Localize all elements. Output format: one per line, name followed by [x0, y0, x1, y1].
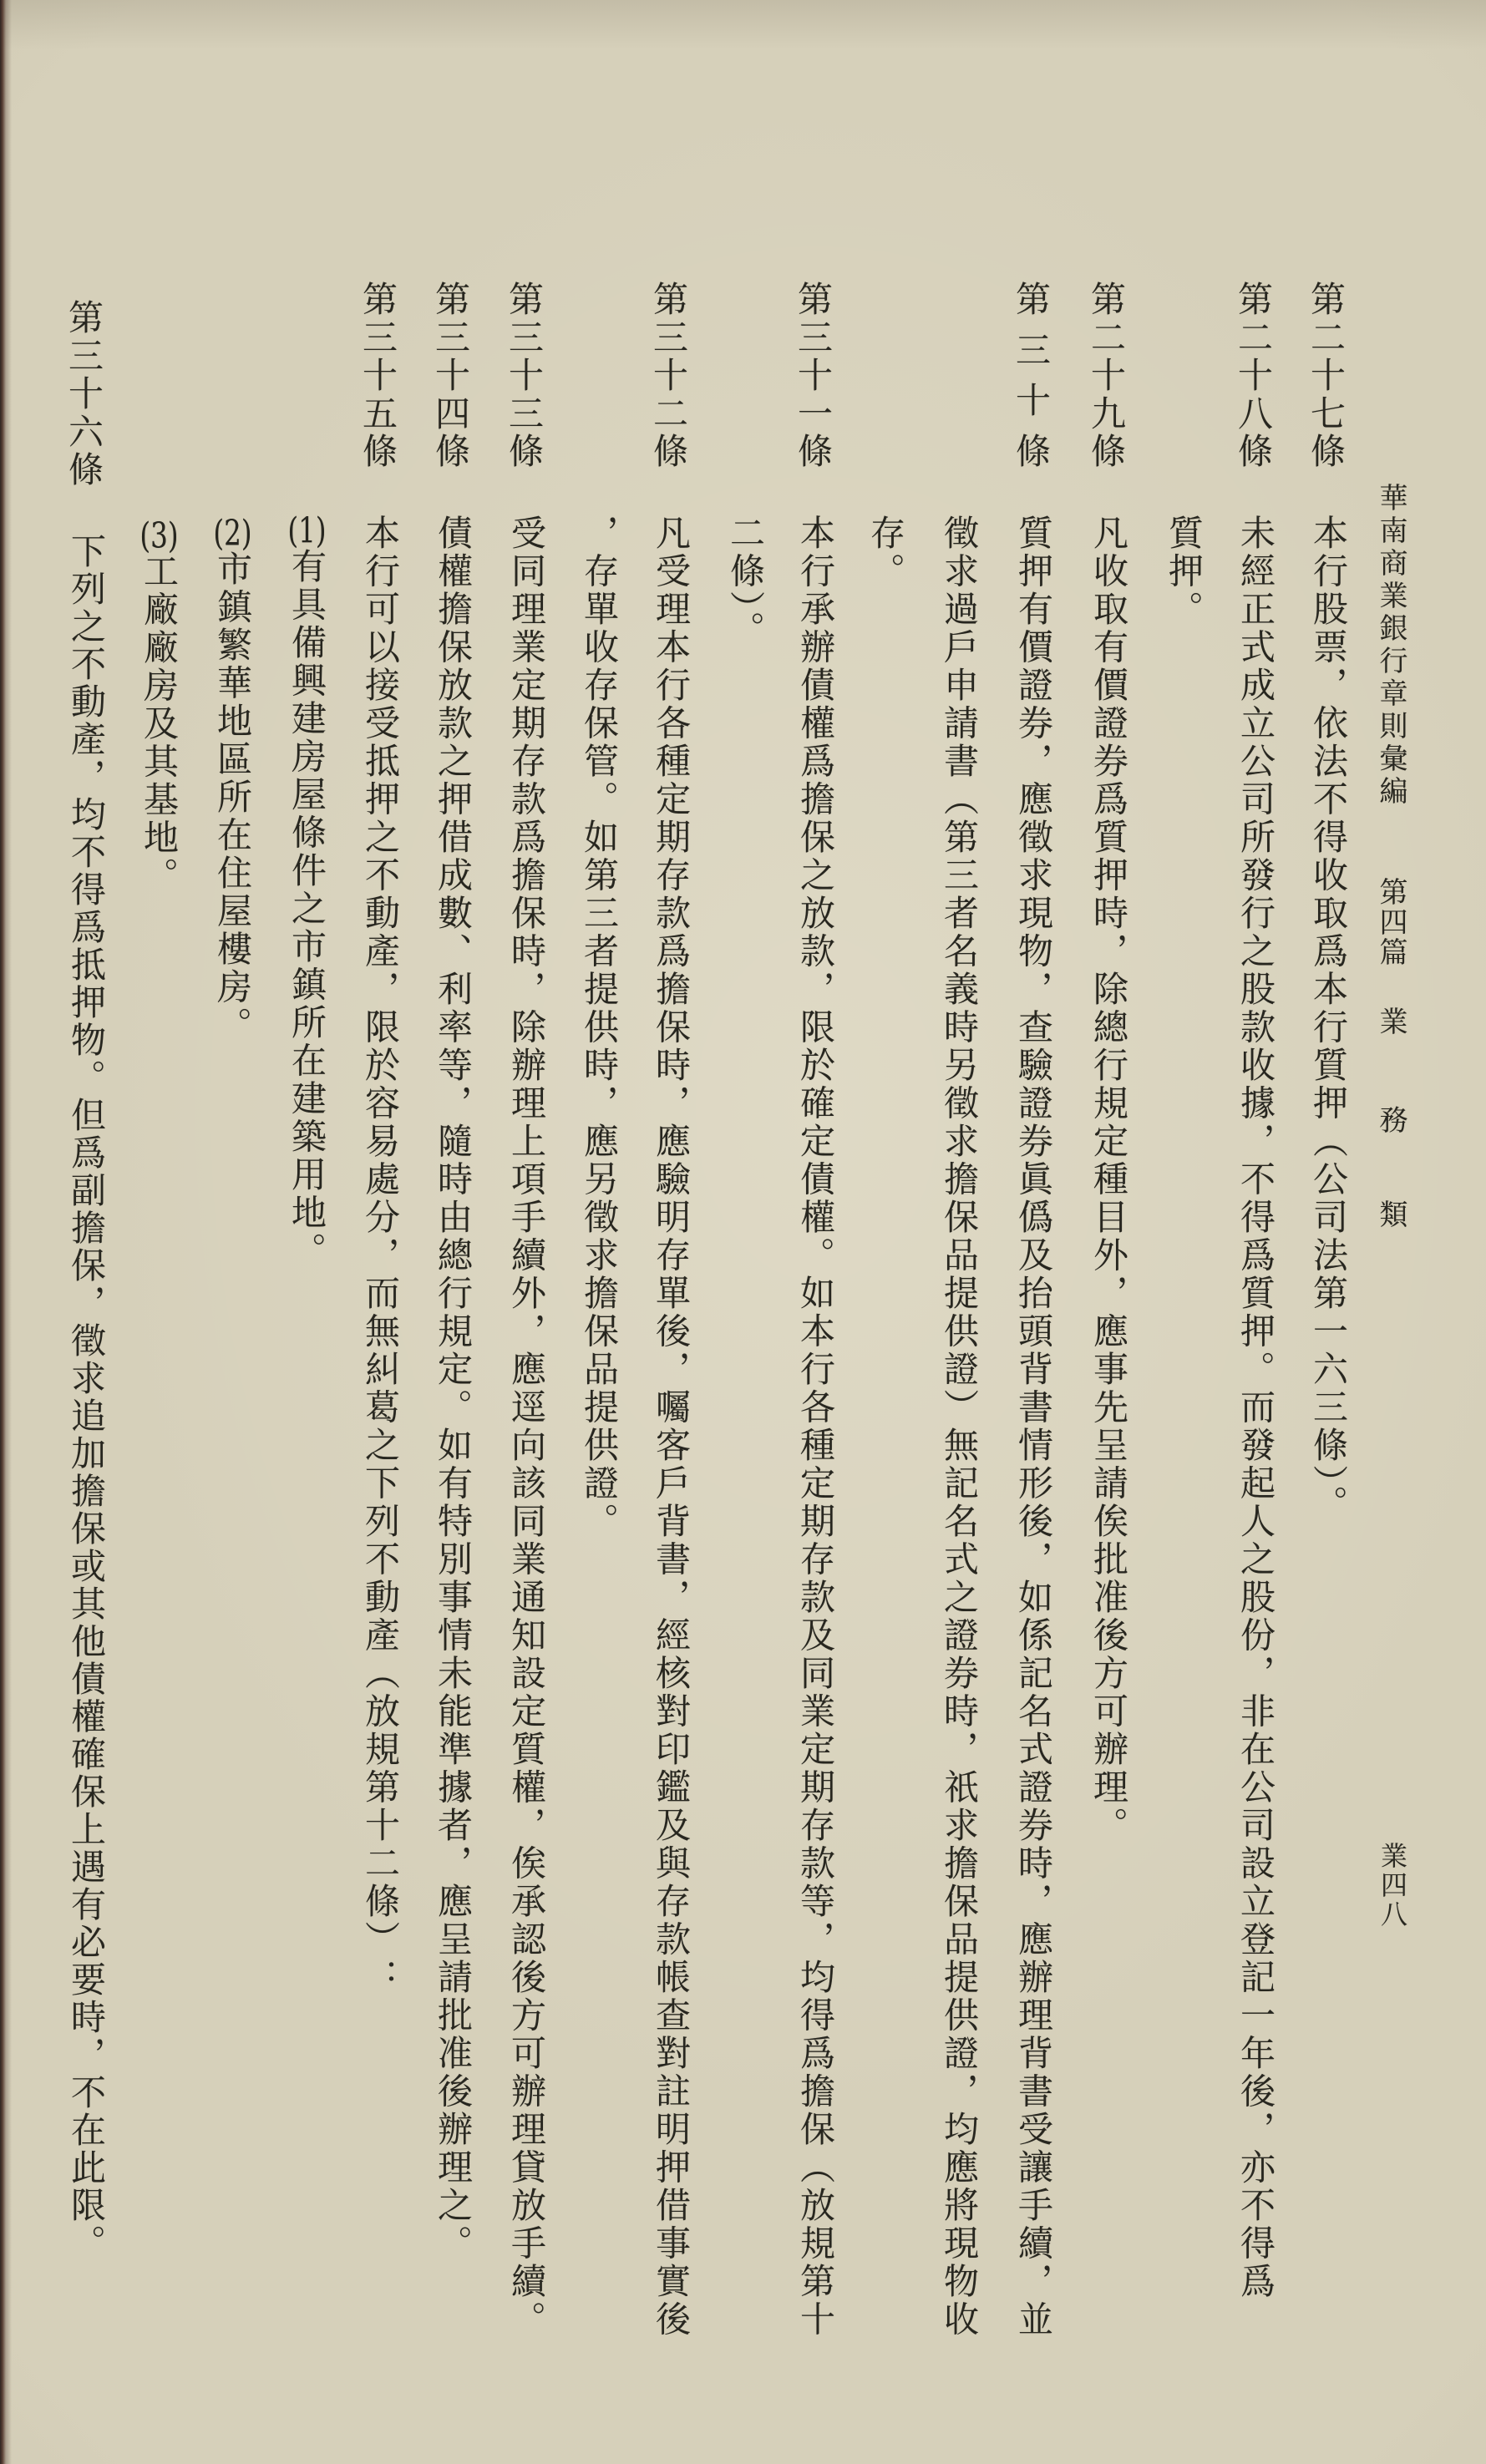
article-number: 第 三 十 條	[1016, 279, 1052, 472]
list-item-text: 工廠廠房及其基地。	[139, 553, 180, 895]
list-item	[139, 518, 180, 895]
list-item-text: 市鎮繁華地區所在住屋樓房。	[212, 550, 253, 1045]
article-number: 第 二 十 九 條	[1091, 279, 1127, 472]
article-text-continued: ，存單收存保管。如第三者提供時，應另徵求擔保品提供證。	[579, 515, 620, 1541]
article-number: 第 三 十 三 條	[509, 279, 545, 472]
article-text: 受同理業定期存款爲擔保時，除辦理上項手續外，應逕向該同業通知設定質權，俟承認後方可辦理貸放手續。	[506, 515, 547, 2339]
article-text: 本行承辦債權爲擔保之放款，限於確定債權。如本行各種定期存款及同業定期存款等，均得爲擔保（放規第十	[795, 515, 836, 2339]
article-text: 質押有價證券，應徵求現物，查驗證券眞僞及抬頭背書情形後，如係記名式證券時，應辦理背書受讓手續，並	[1013, 515, 1054, 2339]
list-item-marker: (2)	[213, 515, 252, 550]
article-text: 凡收取有價證券爲質押時，除總行規定種目外，應事先呈請俟批准後方可辦理。	[1088, 515, 1129, 1845]
category-char-1: 業	[1374, 1006, 1407, 1035]
category-char-2: 務	[1374, 1105, 1407, 1133]
article-number: 第 三 十 二 條	[653, 279, 689, 472]
list-item-marker: (1)	[287, 513, 327, 548]
article-number: 第 三 十 五 條	[363, 279, 398, 472]
article-number: 第 二 十 七 條	[1311, 279, 1347, 472]
list-item	[212, 515, 253, 1045]
article-number: 第 二 十 八 條	[1238, 279, 1274, 472]
article-text: 本行可以接受抵押之不動產，限於容易處分，而無糾葛之下列不動產（放規第十二條）：	[360, 515, 401, 1997]
list-item-marker: (3)	[139, 518, 179, 553]
article-number: 第 三 十 四 條	[435, 279, 471, 472]
article-text-continued: 徵求過戶申請書（第三者名義時另徵求擔保品提供證）無記名式之證券時，祇求擔保品提供證，均應將現物收	[939, 515, 980, 2339]
list-item-text: 有具備興建房屋條件之市鎮所在建築用地。	[287, 548, 327, 1270]
article-text-continued: 質押。	[1164, 515, 1205, 629]
article-text: 債權擔保放款之押借成數、利率等，隨時由總行規定。如有特別事情未能準據者，應呈請批准後辦理之。	[433, 515, 474, 2263]
article-number: 第 三 十 六 條	[68, 297, 104, 490]
article-text: 下列之不動產，均不得爲抵押物。但爲副擔保，徵求追加擔保或其他債權確保上遇有必要時，不在此限。	[66, 533, 107, 2262]
article-text-continued: 二條）。	[725, 515, 766, 649]
list-item	[287, 513, 327, 1270]
article-number: 第 三 十 一 條	[798, 279, 834, 472]
article-text: 本行股票，依法不得收取爲本行質押（公司法第一六三條）。	[1308, 515, 1349, 1524]
category-char-3: 類	[1374, 1199, 1407, 1228]
article-text-continued: 存。	[865, 515, 906, 591]
page-number: 業四八	[1377, 1842, 1408, 1929]
article-text: 凡受理本行各種定期存款爲擔保時，應驗明存單後，囑客戶背書，經核對印鑑及與存款帳查對註明押借事實後	[651, 515, 692, 2339]
part-title: 第四篇	[1374, 877, 1407, 967]
book-title: 華南商業銀行章則彙編	[1374, 483, 1407, 809]
article-text: 未經正式成立公司所發行之股款收據，不得爲質押。而發起人之股份，非在公司設立登記一年後，亦不得爲	[1235, 515, 1276, 2301]
